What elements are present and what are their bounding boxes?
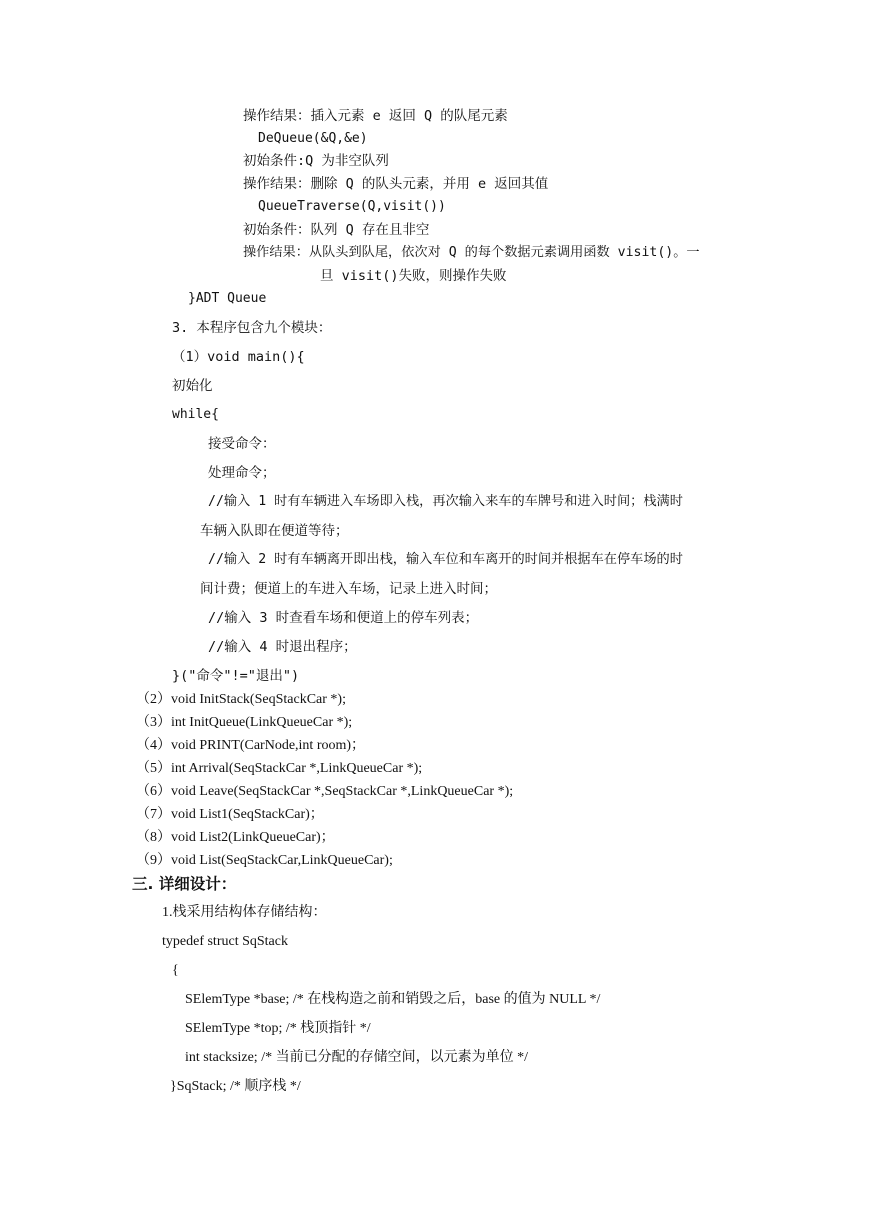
section-heading: 三. 详细设计：	[132, 875, 237, 893]
code-close-line: }SqStack; /* 顺序栈 */	[170, 1079, 301, 1094]
module-item: （4）void PRINT(CarNode,int room)；	[136, 738, 366, 753]
module-item: （5）int Arrival(SeqStackCar *,LinkQueueCar *);	[136, 761, 423, 776]
adt-op-line: 旦 visit()失败，则操作失败	[320, 268, 507, 284]
main-cmd1-cont: 车辆入队即在便道等待；	[200, 523, 349, 539]
code-top-line: SElemType *top; /* 栈顶指针 */	[185, 1021, 371, 1036]
adt-op-line: 初始条件:Q 为非空队列	[243, 153, 389, 169]
main-cmd2-line: //输入 2 时有车辆离开即出栈，输入车位和车离开的时间并根据车在停车场的时	[208, 552, 683, 567]
detail-intro: 1.栈采用结构体存储结构：	[162, 905, 327, 920]
adt-end-line: }ADT Queue	[188, 291, 267, 306]
main-cmd4-line: //输入 4 时退出程序；	[208, 639, 357, 655]
adt-op-line: 操作结果：删除 Q 的队头元素，并用 e 返回其值	[243, 176, 549, 192]
main-handle-line: 处理命令；	[208, 465, 276, 481]
adt-op-line: DeQueue(&Q,&e)	[258, 131, 368, 146]
code-size-line: int stacksize; /* 当前已分配的存储空间，以元素为单位 */	[185, 1050, 528, 1065]
main-recv-line: 接受命令：	[208, 436, 276, 452]
adt-op-line: QueueTraverse(Q,visit())	[258, 199, 446, 214]
adt-op-line: 操作结果：从队头到队尾，依次对 Q 的每个数据元素调用函数 visit()。一	[243, 245, 700, 260]
main-cmd2-cont: 间计费；便道上的车进入车场，记录上进入时间；	[200, 581, 497, 597]
main-cmd1-line: //输入 1 时有车辆进入车场即入栈，再次输入来车的车牌号和进入时间；栈满时	[208, 494, 683, 509]
modules-intro: 3. 本程序包含九个模块：	[172, 320, 332, 336]
code-typedef-line: typedef struct SqStack	[162, 934, 288, 949]
module-item: （7）void List1(SeqStackCar)；	[136, 807, 324, 822]
module-item: （9）void List(SeqStackCar,LinkQueueCar);	[136, 853, 393, 868]
adt-op-line: 初始条件：队列 Q 存在且非空	[243, 222, 430, 238]
module-item: （3）int InitQueue(LinkQueueCar *);	[136, 715, 353, 730]
module-item: （2）void InitStack(SeqStackCar *);	[136, 692, 346, 707]
main-cmd3-line: //输入 3 时查看车场和便道上的停车列表；	[208, 610, 479, 626]
main-module-header: （1）void main(){	[172, 349, 305, 365]
code-open-brace: {	[172, 963, 179, 978]
main-while-close: }("命令"!="退出")	[172, 668, 300, 684]
main-while-line: while{	[172, 407, 219, 422]
main-init-line: 初始化	[172, 378, 213, 394]
code-base-line: SElemType *base; /* 在栈构造之前和销毁之后，base 的值为 NULL */	[185, 992, 601, 1007]
module-item: （8）void List2(LinkQueueCar)；	[136, 830, 335, 845]
module-item: （6）void Leave(SeqStackCar *,SeqStackCar *,LinkQueueCar *);	[136, 784, 514, 799]
adt-op-line: 操作结果：插入元素 e 返回 Q 的队尾元素	[243, 108, 508, 124]
